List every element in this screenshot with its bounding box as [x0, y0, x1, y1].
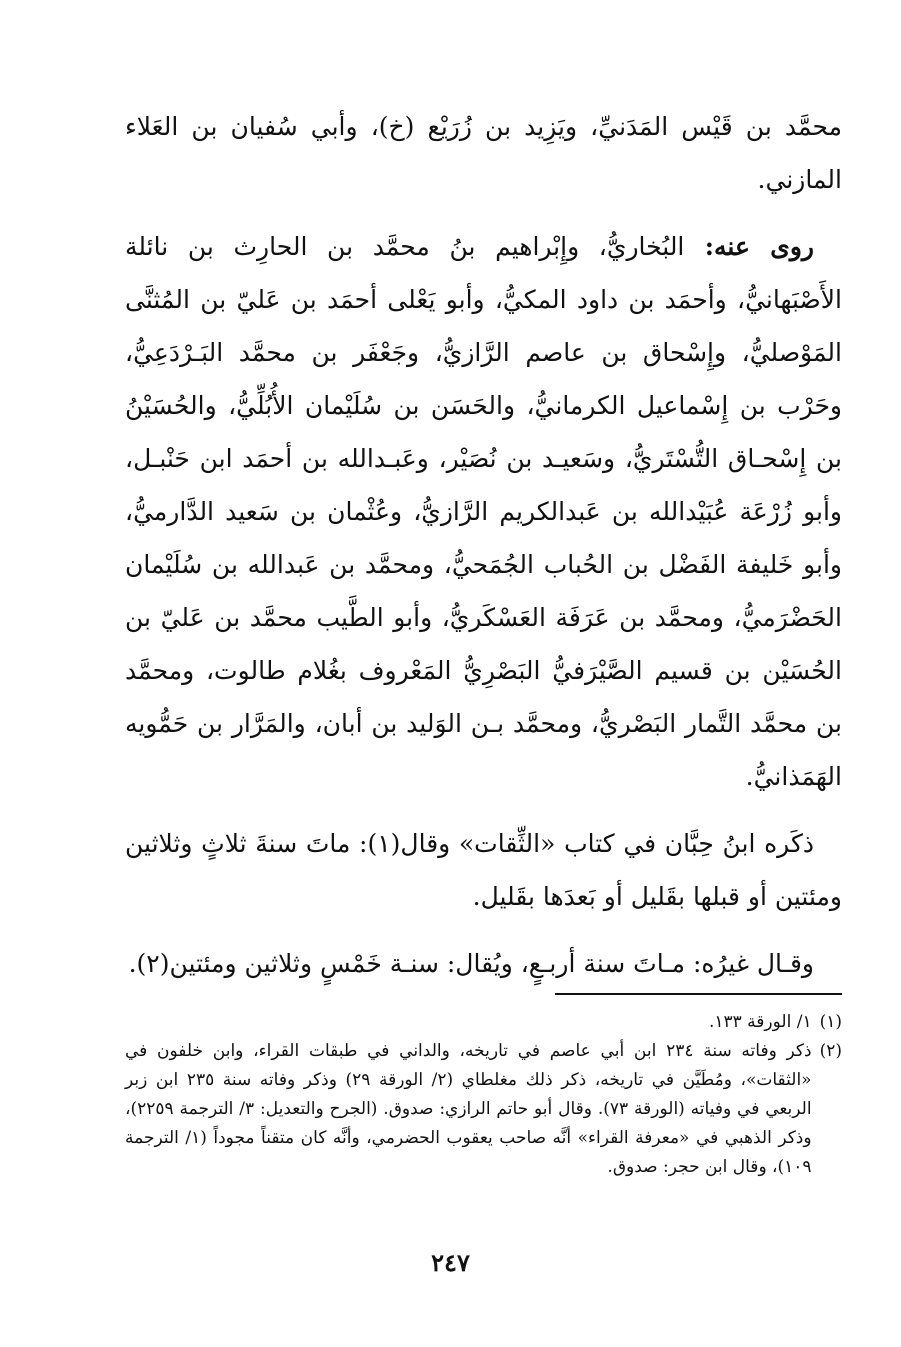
footnote-marker: (٢): [819, 1041, 842, 1061]
footnote-2: [125, 1037, 842, 1182]
paragraph-death-date: [125, 937, 842, 990]
footnote-1: [125, 1008, 842, 1037]
paragraph-lead: روى عنه:: [684, 232, 814, 261]
paragraph-text: ذكَره ابنُ حِبَّان في كتاب «الثِّقات» وقال(١): ماتَ سنةَ ثلاثٍ وثلاثين ومئتين أو قبلها بقَليل أو بَعدَها بقَليل.: [125, 829, 842, 911]
paragraph-text: البُخاريُّ، وإِبْراهيم بنُ محمَّد بن الحارِث بن نائلة الأَصْبَهانيُّ، وأحمَد بن داود المكيُّ، وأبو يَعْلى أحمَد بن عَليّ بن المُثنَّى المَوْصليُّ، وإِسْحاق بن عاصم الرَّازيُّ، وجَعْفَر بن محمَّد البَـرْدَعِيُّ، وحَرْب بن إِسْماعيل الكرمانيُّ، والحَسَن بن سُلَيْمان الأُبُلِّيُّ، والحُسَيْنُ بن إِسْحـاق التُّسْتَريُّ، وسَعيـد بن نُصَيْر، وعَبـدالله بن أحمَد ابن حَنْبـل، وأبو زُرْعَة عُبَيْدالله بن عَبدالكريم الرَّازيُّ، وعُثْمان بن سَعيد الدَّارميُّ، وأبو خَليفة الفَضْل بن الحُباب الجُمَحيُّ، ومحمَّد بن عَبدالله بن سُلَيْمان الحَضْرَميُّ، ومحمَّد بن عَرَفَة العَسْكَريُّ، وأبو الطَّيب محمَّد بن عَليّ بن الحُسَيْن بن قسيم الصَّيْرَفيُّ البَصْرِيُّ المَعْروف بغُلام طالوت، ومحمَّد بن محمَّد التَّمار البَصْريُّ، ومحمَّد بـن الوَليد بن أبان، والمَرَّار بن حَمُّويه الهَمَذانيُّ.: [125, 232, 842, 791]
paragraph-text: وقـال غيرُه: مـاتَ سنة أربـعٍ، ويُقال: سنـة خَمْسٍ وثلاثين ومئتين(٢).: [128, 949, 814, 978]
main-text: [125, 100, 842, 1004]
footnote-text: ذكر وفاته سنة ٢٣٤ ابن أبي عاصم في تاريخه، والداني في طبقات القراء، وابن خلفون في «الثقات»، ومُطَيَّن في تاريخه، ذكر ذلك مغلطاي (٢/ الورقة ٢٩) وذكر وفاته سنة ٢٣٥ ابن زبر الربعي في وفياته (الورقة ٧٣). وقال أبو حاتم الرازي: صدوق. (الجرح والتعديل: ٣/ الترجمة ٢٢٥٩)، وذكر الذهبي في «معرفة القراء» أنَّه صاحب يعقوب الحضرمي، وأنَّه كان متقناً مجوداً (١/ الترجمة ١٠٩)، وقال ابن حجر: صدوق.: [125, 1041, 812, 1177]
page-number: ٢٤٧: [431, 1248, 470, 1277]
paragraph-text: محمَّد بن قَيْس المَدَنيِّ، ويَزِيد بن زُرَيْع (خ)، وأبي سُفيان بن العَلاء المازني.: [125, 112, 842, 194]
paragraph-narrators: [125, 220, 842, 803]
footnote-divider: [555, 993, 842, 995]
paragraph-teachers-continuation: [125, 100, 842, 206]
footnotes: [125, 1008, 842, 1182]
footnote-marker: (١): [819, 1012, 842, 1032]
paragraph-ibn-hibban: [125, 817, 842, 923]
footnote-text: ١/ الورقة ١٣٣.: [708, 1012, 812, 1032]
